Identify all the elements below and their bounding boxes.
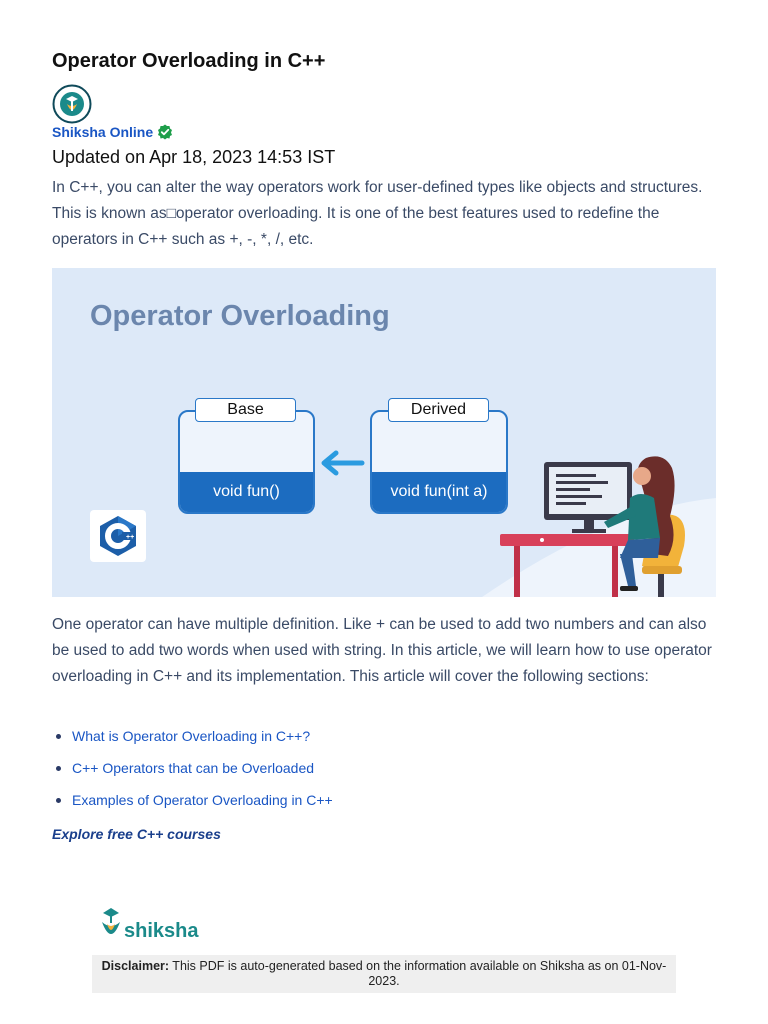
table-of-contents <box>52 724 333 820</box>
bullet-icon <box>56 798 61 803</box>
author-row <box>52 124 173 140</box>
shiksha-avatar-icon <box>52 84 92 124</box>
article-title: Operator Overloading in C++ <box>52 50 326 72</box>
toc-item[interactable] <box>52 756 333 788</box>
cpp-logo <box>90 510 146 562</box>
toc-link[interactable]: What is Operator Overloading in C++? <box>72 728 311 744</box>
svg-text:++: ++ <box>126 534 135 541</box>
derived-class-tag: Derived <box>388 398 489 422</box>
bullet-icon <box>56 766 61 771</box>
base-class-box <box>178 410 315 514</box>
bullet-icon <box>56 734 61 739</box>
author-name-link[interactable]: Shiksha Online <box>52 124 154 140</box>
body-paragraph: One operator can have multiple definition. Like + can be used to add two numbers and can also be used to add two words when used with string. In this article, we will learn how to use operator overloading in C++ and its implementation. This article will cover the following sections: <box>52 616 712 685</box>
hero-heading: Operator Overloading <box>90 300 390 332</box>
cpp-hexagon-icon <box>90 510 146 562</box>
derived-class-box <box>370 410 508 514</box>
toc-item[interactable] <box>52 724 333 756</box>
toc-link[interactable]: C++ Operators that can be Overloaded <box>72 760 315 776</box>
arrow-left-icon <box>318 448 366 478</box>
toc-link[interactable]: Examples of Operator Overloading in C++ <box>72 792 333 808</box>
shiksha-brand-logo <box>100 906 198 942</box>
updated-timestamp: Updated on Apr 18, 2023 14:53 IST <box>52 147 336 167</box>
person-at-desk-illustration <box>492 446 716 597</box>
base-function-label: void fun() <box>180 472 313 512</box>
base-class-tag: Base <box>195 398 296 422</box>
shiksha-mark-icon <box>100 906 122 942</box>
intro-paragraph: In C++, you can alter the way operators work for user-defined types like objects and structures. This is known as□operator overloading. It is one of the best features used to redefine the operators in C++ such as +, -, *, /, etc. <box>52 179 703 248</box>
shiksha-wordmark: shiksha <box>124 920 199 942</box>
disclaimer-text: This PDF is auto-generated based on the information available on Shiksha as on 01-Nov-2023. <box>169 959 667 988</box>
explore-courses-link[interactable]: Explore free C++ courses <box>52 826 221 842</box>
derived-function-label: void fun(int a) <box>372 472 506 512</box>
disclaimer-label: Disclaimer: <box>101 959 170 973</box>
disclaimer-box <box>92 955 676 993</box>
toc-item[interactable] <box>52 788 333 820</box>
verified-badge-icon <box>157 124 173 140</box>
hero-image <box>52 268 716 597</box>
author-avatar[interactable] <box>52 84 92 124</box>
